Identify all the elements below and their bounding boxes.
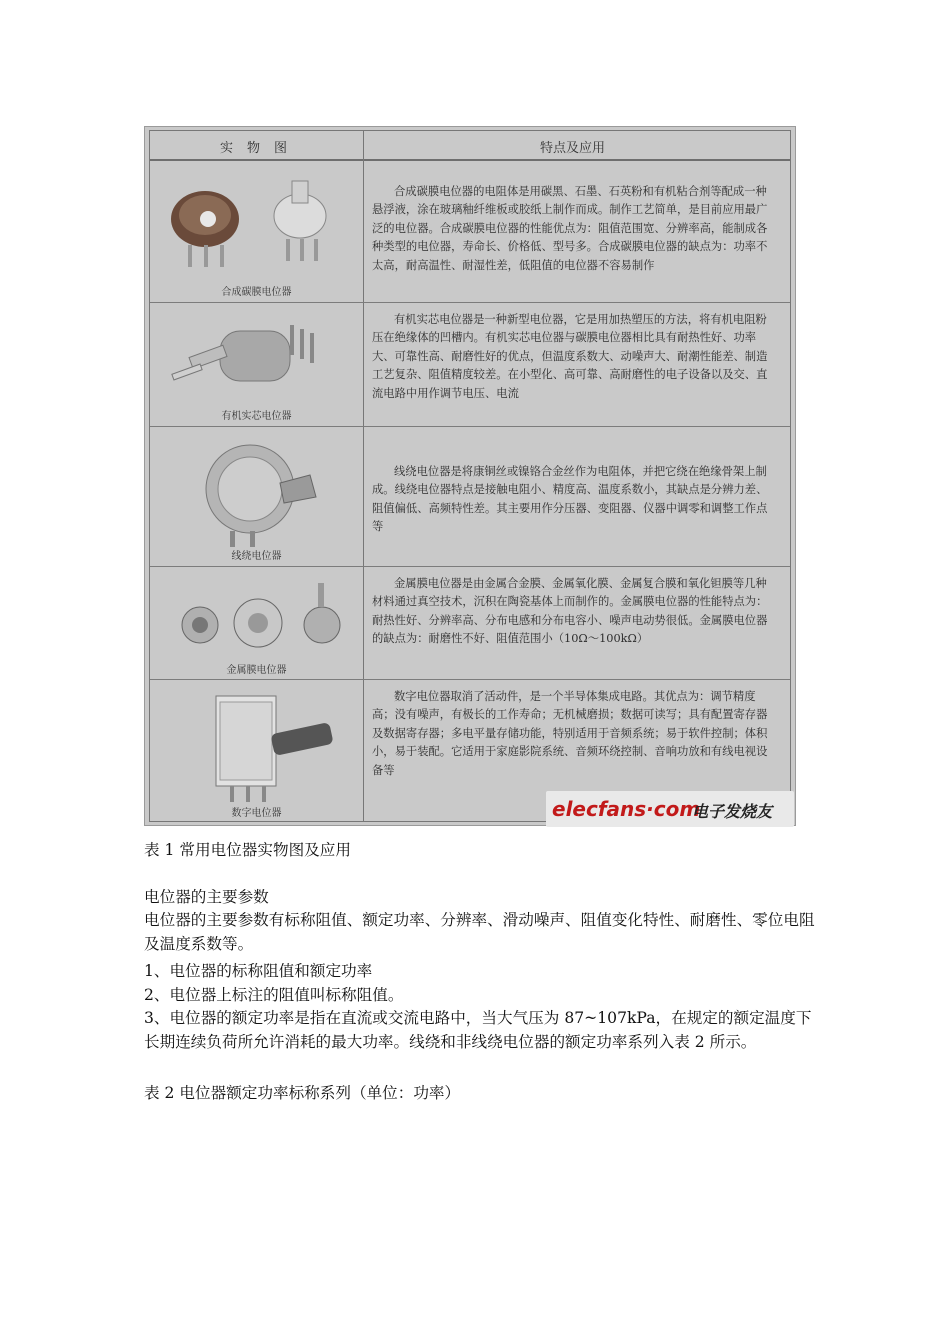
table-row	[150, 161, 790, 303]
figure-scan	[144, 126, 796, 826]
table2-caption: 表 2 电位器额定功率标称系列（单位：功率）	[144, 1084, 461, 1102]
header-left: 实物图	[220, 141, 302, 156]
header-right: 特点及应用	[540, 141, 606, 156]
row-description: 线绕电位器是将康铜丝或镍铬合金丝作为电阻体，并把它绕在绝缘骨架上制成。线绕电位器特点是接触电阻小、精度高、温度系数小，其缺点是分辨力差、阻值偏低、高频特性差。其主要用作分压器、变阻器、仪器中调零和调整工作点等	[372, 465, 768, 534]
list-item: 1、电位器的标称阻值和额定功率	[144, 962, 373, 980]
row-caption: 线绕电位器	[231, 551, 282, 562]
digital-potentiometer-image	[150, 680, 363, 823]
wirewound-potentiometer-image	[150, 427, 363, 566]
carbon-film-potentiometer-image	[150, 161, 363, 302]
watermark-chinese: 电子发烧友	[692, 802, 773, 821]
table1-caption: 表 1 常用电位器实物图及应用	[144, 841, 351, 859]
paragraph-main-params: 电位器的主要参数有标称阻值、额定功率、分辨率、滑动噪声、阻值变化特性、耐磨性、零位电阻及温度系数等。	[144, 911, 815, 953]
row-caption: 数字电位器	[231, 808, 282, 819]
table-row	[150, 427, 790, 567]
row-description: 数字电位器取消了活动件，是一个半导体集成电路。其优点为：调节精度高；没有噪声，有极长的工作寿命；无机械磨损；数据可读写；具有配置寄存器及数据寄存器；多电平量存储功能，特别适用于音频系统；易于软件控制；体积小，易于装配。它适用于家庭影院系统、音频环绕控制、音响功放和有线电视设备等	[372, 690, 768, 777]
row-caption: 合成碳膜电位器	[221, 287, 292, 298]
row-description: 金属膜电位器是由金属合金膜、金属氧化膜、金属复合膜和氧化钽膜等几种材料通过真空技术，沉积在陶瓷基体上而制作的。金属膜电位器的性能特点为：耐热性好、分辨率高、分布电感和分布电容小、噪声电动势很低。金属膜电位器的缺点为：耐磨性不好、阻值范围小（10Ω～100kΩ）	[372, 577, 768, 646]
row-caption: 有机实芯电位器	[221, 411, 292, 422]
row-caption: 金属膜电位器	[226, 665, 287, 676]
table-row	[150, 303, 790, 427]
row-description: 有机实芯电位器是一种新型电位器，它是用加热塑压的方法，将有机电阻粉压在绝缘体的凹槽内。有机实芯电位器与碳膜电位器相比具有耐热性好、功率大、可靠性高、耐磨性好的优点，但温度系数大、动噪声大、耐潮性能差、制造工艺复杂、阻值精度较差。在小型化、高可靠、高耐磨性的电子设备以及交、直流电路中用作调节电压、电流	[372, 313, 768, 400]
table-row	[150, 567, 790, 680]
list-item: 2、电位器上标注的阻值叫标称阻值。	[144, 986, 404, 1004]
figure-table	[149, 130, 791, 822]
row-description: 合成碳膜电位器的电阻体是用碳黑、石墨、石英粉和有机粘合剂等配成一种悬浮液，涂在玻璃釉纤维板或胶纸上制作而成。制作工艺简单，是目前应用最广泛的电位器。合成碳膜电位器的性能优点为：阻值范围宽、分辨率高，能制成各种类型的电位器，寿命长、价格低、型号多。合成碳膜电位器的缺点为：功率不太高，耐高温性、耐湿性差，低阻值的电位器不容易制作	[372, 185, 768, 272]
figure-header	[150, 131, 790, 161]
watermark-logo: elecfans·com	[552, 797, 701, 821]
watermark	[546, 791, 794, 827]
list-item: 3、电位器的额定功率是指在直流或交流电路中，当大气压为 87~107kPa，在规定的额定温度下长期连续负荷所允许消耗的最大功率。线绕和非线绕电位器的额定功率系列入表 2 所示。	[144, 1009, 812, 1051]
section-title: 电位器的主要参数	[144, 888, 269, 906]
